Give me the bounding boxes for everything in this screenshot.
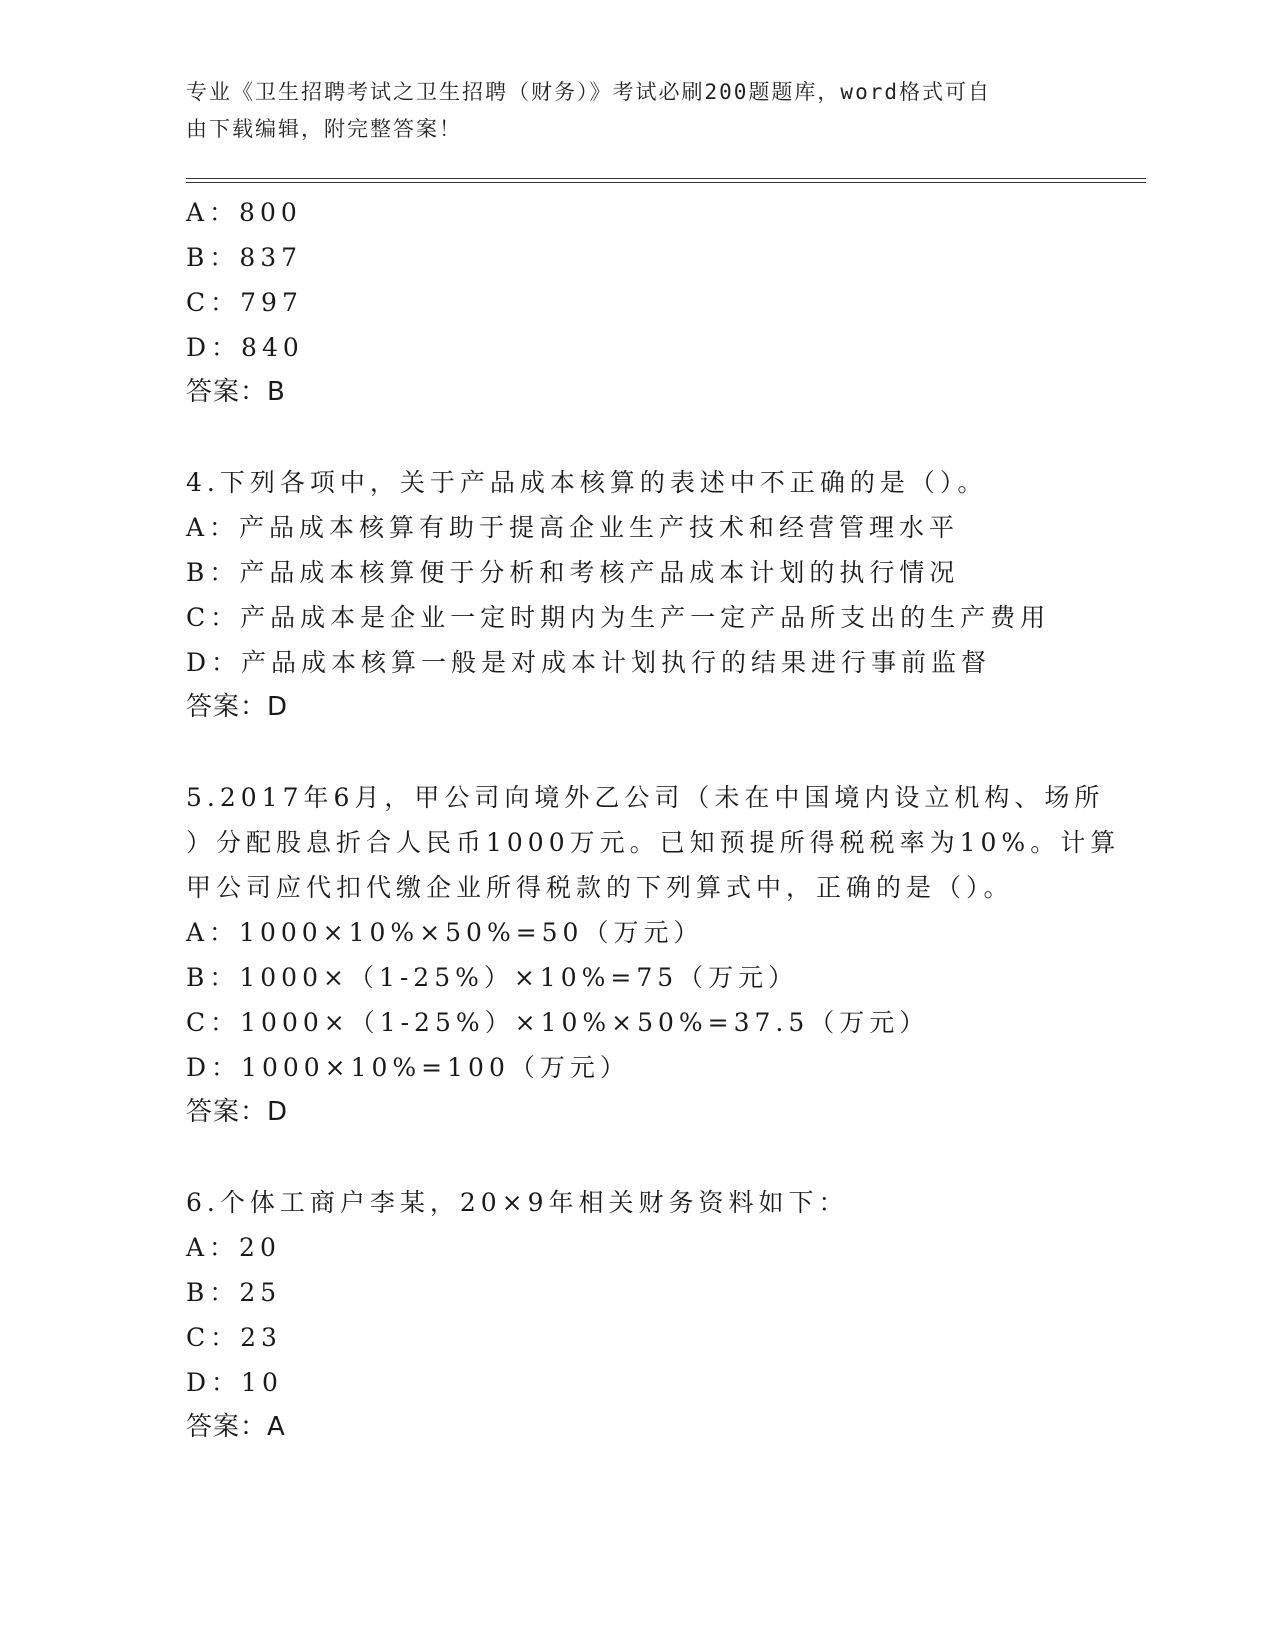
option-d: D：1000×10%=100（万元） [186,1053,630,1082]
question-spacer [186,730,1086,775]
option-d: D：产品成本核算一般是对成本计划执行的结果进行事前监督 [186,648,992,677]
option-b: B：25 [186,1278,282,1307]
option-a: A：20 [186,1233,281,1262]
option-a: A：产品成本核算有助于提高企业生产技术和经营管理水平 [186,513,960,542]
option-d: D：10 [186,1368,283,1397]
answer: 答案：D [186,692,289,722]
answer: 答案：D [186,1097,289,1127]
answer: 答案：A [186,1412,286,1442]
option-c: C：797 [186,288,303,317]
question-stem: 4.下列各项中，关于产品成本核算的表述中不正确的是（）。 [186,468,988,497]
question-3 [186,190,1086,415]
question-list [186,190,1121,1450]
option-b: B：1000×（1-25%）×10%=75（万元） [186,963,799,992]
header-divider-top [186,178,1146,179]
question-spacer [186,415,1086,460]
option-a: A：800 [186,198,302,227]
header-line-1: 专业《卫生招聘考试之卫生招聘（财务）》考试必刷200题题库，word格式可自 [186,80,991,104]
option-c: C：1000×（1-25%）×10%×50%=37.5（万元） [186,1008,930,1037]
question-stem-line-3: 甲公司应代扣代缴企业所得税款的下列算式中，正确的是（）。 [186,873,1014,902]
header-divider-bottom [186,182,1146,183]
option-d: D：840 [186,333,304,362]
option-a: A：1000×10%×50%=50（万元） [186,918,704,947]
question-stem: 6.个体工商户李某，20×9年相关财务资料如下： [186,1188,849,1217]
question-5 [186,775,1121,1135]
header-line-2: 由下载编辑，附完整答案！ [186,117,462,141]
question-6 [186,1180,1086,1450]
question-spacer [186,1135,1086,1180]
option-b: B：产品成本核算便于分析和考核产品成本计划的执行情况 [186,558,960,587]
answer: 答案：B [186,377,286,407]
document-header [186,74,1066,148]
option-c: C：产品成本是企业一定时期内为生产一定产品所支出的生产费用 [186,603,1051,632]
question-4 [186,460,1086,730]
option-c: C：23 [186,1323,282,1352]
option-b: B：837 [186,243,303,272]
question-stem-line-2: ）分配股息折合人民币1000万元。已知预提所得税税率为10%。计算 [186,828,1121,857]
question-stem-line-1: 5.2017年6月，甲公司向境外乙公司（未在中国境内设立机构、场所 [186,783,1105,812]
